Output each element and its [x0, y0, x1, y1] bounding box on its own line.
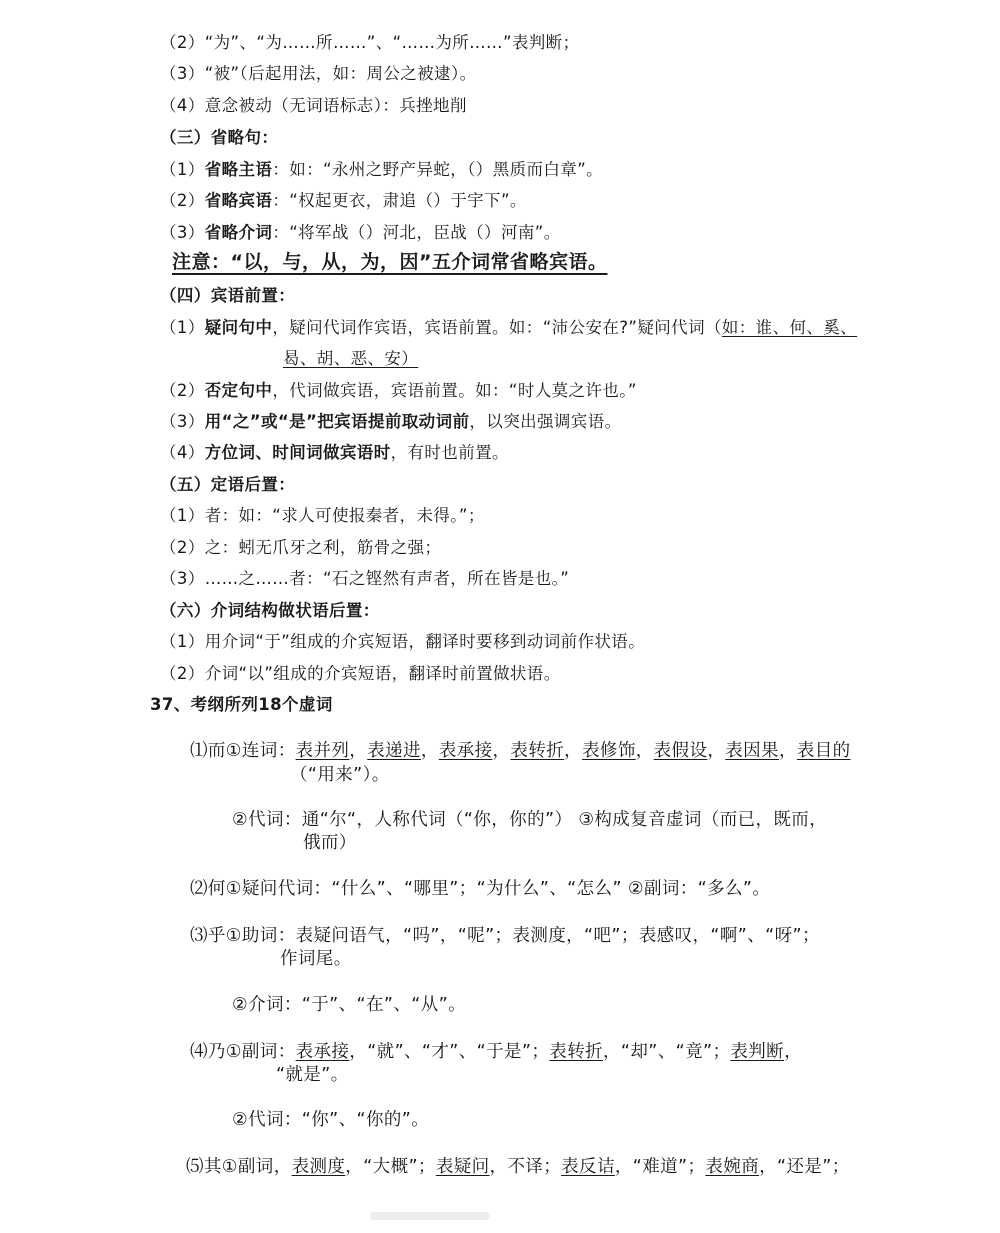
text-line: （1）者：如：“求人可使报秦者，未得。”；: [160, 506, 485, 525]
section-heading: （五）定语后置：: [160, 475, 296, 494]
text-span: ，“就”、“才”、“于是”；: [349, 1042, 550, 1062]
text-line: [186, 1156, 850, 1178]
text-span: ，“难道”；: [614, 1157, 706, 1177]
underlined-text: 曷、胡、恶、安）: [283, 349, 419, 368]
text-line: ②代词：通“尔“，人称代词（“你，你的”） ③构成复音虚词（而已，既而，: [232, 810, 828, 830]
underlined-text: 表目的: [796, 741, 851, 761]
underlined-text: 表判断: [730, 1042, 785, 1062]
text-line: [160, 159, 603, 181]
underlined-text: 如：谁、何、奚、: [721, 318, 858, 337]
text-line: [190, 1041, 802, 1063]
text-span: ：“将军战（）河北，臣战（）河南”。: [272, 223, 561, 242]
text-line: （3）……之……者：“石之铿然有声者，所在皆是也。”: [160, 569, 570, 588]
text-line: 俄而）: [303, 833, 357, 853]
text-line: ⑵何①疑问代词：“什么”、“哪里”；“为什么”、“怎么” ②副词：“多么”。: [190, 879, 771, 899]
underlined-text: 表疑问: [435, 1157, 490, 1177]
text-line: （4）意念被动（无词语标志）：兵挫地削: [160, 96, 467, 115]
text-line: ②介词：“于”、“在”、“从”。: [232, 995, 466, 1015]
text-span: ，疑问代词作宾语，宾语前置。如：“沛公安在?”疑问代词（: [272, 318, 722, 337]
text-span: （1）: [160, 160, 205, 179]
text-line: [160, 442, 509, 464]
underlined-text: 表因果: [725, 741, 779, 761]
text-line: [160, 317, 857, 339]
text-line: （“用来”）。: [290, 765, 390, 785]
scan-smudge: [370, 1212, 490, 1220]
underlined-text: 表递进: [367, 741, 421, 761]
section-heading: （三）省略句：: [160, 128, 279, 147]
text-line: [160, 411, 622, 433]
text-line: （2）介词“以”组成的介宾短语，翻译时前置做状语。: [160, 664, 561, 683]
text-line: ⑴而①连词：表并列，表递进，表承接，表转折，表修饰，表假设，表因果，表目的: [190, 741, 851, 761]
text-span: ，代词做宾语，宾语前置。如：“时人莫之许也。”: [272, 381, 637, 400]
text-span: ⑷乃①副词：: [190, 1042, 296, 1062]
term: 方位词、时间词做宾语时: [204, 443, 391, 462]
underlined-text: 表转折: [549, 1042, 603, 1062]
text-span: ⑸其①副词，: [186, 1157, 292, 1177]
section-heading: 37、考纲所列18个虚词: [150, 695, 333, 714]
term: 否定句中: [204, 381, 273, 400]
text-span: ，“还是”；: [759, 1157, 850, 1177]
text-span: ，“大概”；: [345, 1157, 436, 1177]
text-span: ：“权起更衣，肃追（）于宇下”。: [272, 191, 527, 210]
text-span: ：如：“永州之野产异蛇，（）黑质而白章”。: [272, 160, 604, 179]
text-span: ⑴而①连词：: [190, 741, 296, 761]
text-span: ，“却”、“竟”；: [603, 1042, 731, 1062]
section-heading: （四）宾语前置：: [160, 286, 296, 305]
underlined-text: 表修饰: [582, 741, 636, 761]
text-line: [160, 222, 561, 244]
text-span: （2）: [160, 191, 205, 210]
underlined-text: 表转折: [510, 741, 565, 761]
term: 省略主语: [204, 160, 273, 179]
text-line: ②代词：“你”、“你的”。: [232, 1110, 430, 1130]
section-heading: （六）介词结构做状语后置：: [160, 601, 380, 620]
text-span: ，以突出强调宾语。: [469, 412, 622, 431]
text-line: ⑶乎①助词：表疑问语气，“吗”，“呢”；表测度，“吧”；表感叹，“啊”、“呀”；: [190, 926, 820, 946]
term: 用“之”或“是”把宾语提前取动词前: [204, 412, 470, 431]
term: 疑问句中: [204, 318, 273, 337]
text-span: （2）: [160, 381, 205, 400]
underlined-text: 表假设: [653, 741, 708, 761]
text-span: ，: [784, 1042, 802, 1062]
term: 省略宾语: [204, 191, 273, 210]
underlined-text: 表承接: [295, 1042, 350, 1062]
underlined-text: 表婉商: [705, 1157, 760, 1177]
term: 省略介词: [204, 223, 273, 242]
text-span: ，不译；: [489, 1157, 562, 1177]
text-line: [160, 380, 637, 402]
text-span: ，有时也前置。: [390, 443, 509, 462]
text-span: （1）: [160, 318, 205, 337]
text-span: （4）: [160, 443, 205, 462]
text-line: “就是”。: [276, 1065, 349, 1085]
underlined-text: 表测度: [291, 1157, 346, 1177]
text-line: （3）“被”（后起用法，如：周公之被逮）。: [160, 64, 477, 83]
underlined-text: 表承接: [438, 741, 493, 761]
text-line: 作词尾。: [280, 949, 352, 969]
text-line: [160, 190, 527, 212]
text-span: （3）: [160, 412, 205, 431]
text-line: （1）用介词“于”组成的介宾短语，翻译时要移到动词前作状语。: [160, 632, 646, 651]
underlined-text: 表并列: [295, 741, 350, 761]
text-line: （2）“为”、“为……所……”、“……为所……”表判断；: [160, 33, 580, 52]
underlined-text: 表反诘: [561, 1157, 615, 1177]
text-span: （3）: [160, 223, 205, 242]
text-line: （2）之：蚓无爪牙之利，筋骨之强；: [160, 538, 442, 557]
note-line: 注意：“以，与，从，为，因”五介词常省略宾语。: [172, 251, 608, 273]
